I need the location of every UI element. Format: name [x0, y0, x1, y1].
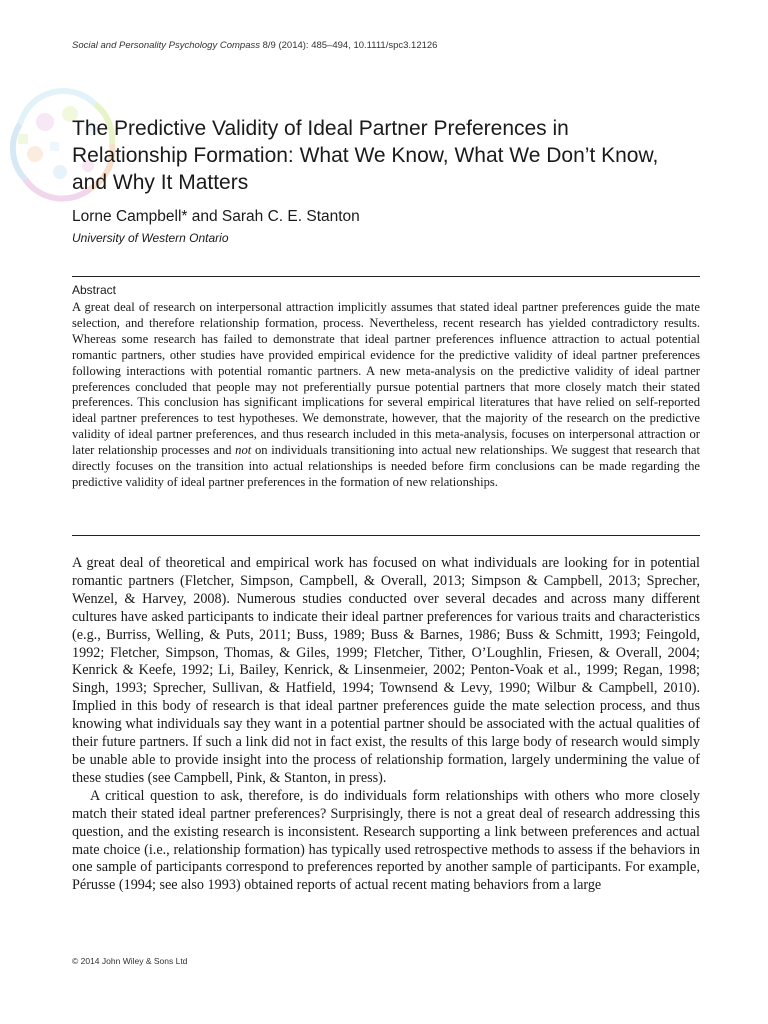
journal-citation: [72, 40, 437, 51]
copyright-notice: © 2014 John Wiley & Sons Ltd: [72, 956, 188, 966]
body-paragraph-1: A great deal of theoretical and empirical work has focused on what individuals are looking for in potential romantic partners (Fletcher, Simpson, Campbell, & Overall, 2013; Simpson & Campbell, 2013; Sprecher, Wenzel, & Harvey, 2008). Numerous studies conducted over several decades and across many different cultures have asked participants to indicate their ideal partner preferences for various traits and characteristics (e.g., Burriss, Welling, & Puts, 2011; Buss, 1989; Buss & Barnes, 1986; Buss & Schmitt, 1993; Feingold, 1992; Fletcher, Simpson, Thomas, & Giles, 1999; Fletcher, Tither, O’Loughlin, Friesen, & Overall, 2004; Kenrick & Keefe, 1992; Li, Bailey, Kenrick, & Linsenmeier, 2002; Penton-Voak et al., 1999; Regan, 1998; Singh, 1993; Sprecher, Sullivan, & Hatfield, 1994; Townsend & Levy, 1990; Wilbur & Campbell, 2010). Implied in this body of research is that ideal partner preferences guide the mate selection process, and thus knowing what individuals say they want in a potential partner should be associated with the actual qualities of their future partners. If such a link did not in fact exist, the results of this large body of research would simply be unable able to provide insight into the process of relationship formation, largely undermining the value of these studies (see Campbell, Pink, & Stanton, in press).: [72, 555, 700, 786]
abstract-bottom-rule: [72, 535, 700, 536]
author-list: Lorne Campbell* and Sarah C. E. Stanton: [72, 208, 360, 225]
author-affiliation: University of Western Ontario: [72, 231, 229, 245]
abstract-text: [72, 300, 700, 491]
abstract-heading: Abstract: [72, 283, 117, 297]
article-title: The Predictive Validity of Ideal Partner Preferences in Relationship Formation: What We Know, What We Don’t Know, and Why It Matters: [72, 117, 659, 194]
body-paragraph-2: A critical question to ask, therefore, is do individuals form relationships with others who more closely match their stated ideal partner preferences? Surprisingly, there is not a great deal of research addressing this question, and the existing research is inconsistent. Research supporting a link between preferences and actual mate choice (i.e., relationship formation) has typically used retrospective methods to assess if the behaviors in one sample of participants correspond to preferences reported by another sample of participants. For example, Pérusse (1994; see also 1993) obtained reports of actual recent mating behaviors from a large: [72, 787, 700, 894]
abstract-text-part1: A great deal of research on interpersonal attraction implicitly assumes that stated ideal partner preferences guide the mate selection, and therefore relationship formation, process. Nevertheless, recent research has yielded contradictory results. Whereas some research has failed to demonstrate that ideal partner preferences influence attraction to actual potential romantic partners, other studies have provided empirical evidence for the predictive validity of ideal partner preferences following interactions with potential romantic partners. A new meta-analysis on the predictive validity of ideal partner preferences concluded that people may not preferentially pursue potential partners that more closely match their stated preferences. This conclusion has significant implications for several empirical literatures that have relied on self-reported ideal partner preferences to test hypotheses. We demonstrate, however, that the majority of the research on the predictive validity of ideal partner preferences, and thus research included in this meta-analysis, focuses on interpersonal attraction or later relationship processes and: [72, 300, 700, 458]
abstract-top-rule: [72, 276, 700, 277]
article-body: [72, 555, 700, 895]
abstract-emphasis: not: [235, 443, 252, 458]
citation-details: 8/9 (2014): 485–494, 10.1111/spc3.12126: [259, 40, 438, 51]
journal-name: Social and Personality Psychology Compass: [72, 40, 260, 51]
abstract-text-part2: on individuals transitioning into actual new relationships. We suggest that research that directly focuses on the transition into actual relationships is needed before firm conclusions can be made regarding the predictive validity of ideal partner preferences in the formation of new relationships.: [72, 443, 700, 489]
